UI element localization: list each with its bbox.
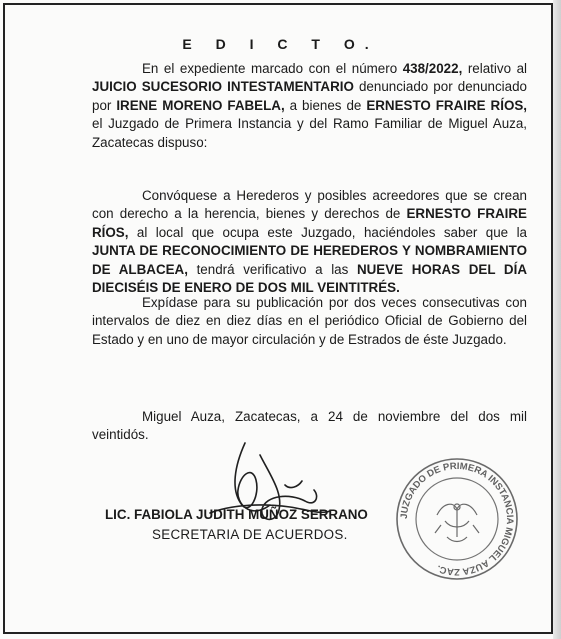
signatory-role: SECRETARIA DE ACUERDOS. <box>152 527 348 542</box>
deceased-name: ERNESTO FRAIRE RÍOS, <box>366 97 528 113</box>
case-type: JUICIO SUCESORIO INTESTAMENTARIO <box>92 79 354 95</box>
p3-text: Expídase para su publicación por dos veces consecutivas con intervalos de diez en diez días en el periódico Oficial de Gobierno del Estado y en uno de mayor circulación y de Estrados de éste Juzgado. <box>92 295 527 347</box>
p1-text-5: el Juzgado de Primera Instancia y del Ramo Familiar de Miguel Auza, Zacatecas dispuso: <box>92 116 527 150</box>
p2-text-2: al local que ocupa este Juzgado, haciéndoles saber que la <box>128 224 527 240</box>
document-title: E D I C T O. <box>182 36 379 52</box>
p1-text-1: En el expediente marcado con el número <box>142 61 403 76</box>
seal-ring-text: JUZGADO DE PRIMERA INSTANCIA MIGUEL AUZA ZAC. <box>398 460 516 578</box>
p1-text-4: a bienes de <box>284 97 367 113</box>
eagle-emblem-icon <box>435 504 479 542</box>
court-seal-stamp <box>393 455 521 583</box>
paragraph-publication <box>92 294 527 349</box>
p1-text-2: relativo al <box>462 61 527 76</box>
complainant-name: IRENE MORENO FABELA, <box>116 97 285 113</box>
meeting-date: NUEVE HORAS DEL DÍA DIECISÉIS DE ENERO DE DOS MIL VEINTITRÉS. <box>92 261 527 296</box>
p2-text-1: Convóquese a Herederos y posibles acreedores que se crean con derecho a la herencia, bienes y derechos de <box>92 188 527 222</box>
deceased-name-2: ERNESTO FRAIRE RÍOS, <box>92 206 527 240</box>
paragraph-case-intro <box>92 60 527 152</box>
signatory-name: LIC. FABIOLA JUDITH MUÑOZ SERRANO <box>105 507 368 522</box>
scan-edge-shadow <box>553 0 561 639</box>
meeting-name: JUNTA DE RECONOCIMIENTO DE HEREDEROS Y NOMBRAMIENTO DE ALBACEA, <box>92 243 527 277</box>
p2-text-3: tendrá verificativo a las <box>187 261 357 277</box>
paragraph-convocation <box>92 187 527 297</box>
p4-text: Miguel Auza, Zacatecas, a 24 de noviembre del dos mil veintidós. <box>92 409 527 443</box>
p1-text-3: denunciado por denunciado por <box>92 79 527 113</box>
case-number: 438/2022, <box>402 61 463 76</box>
